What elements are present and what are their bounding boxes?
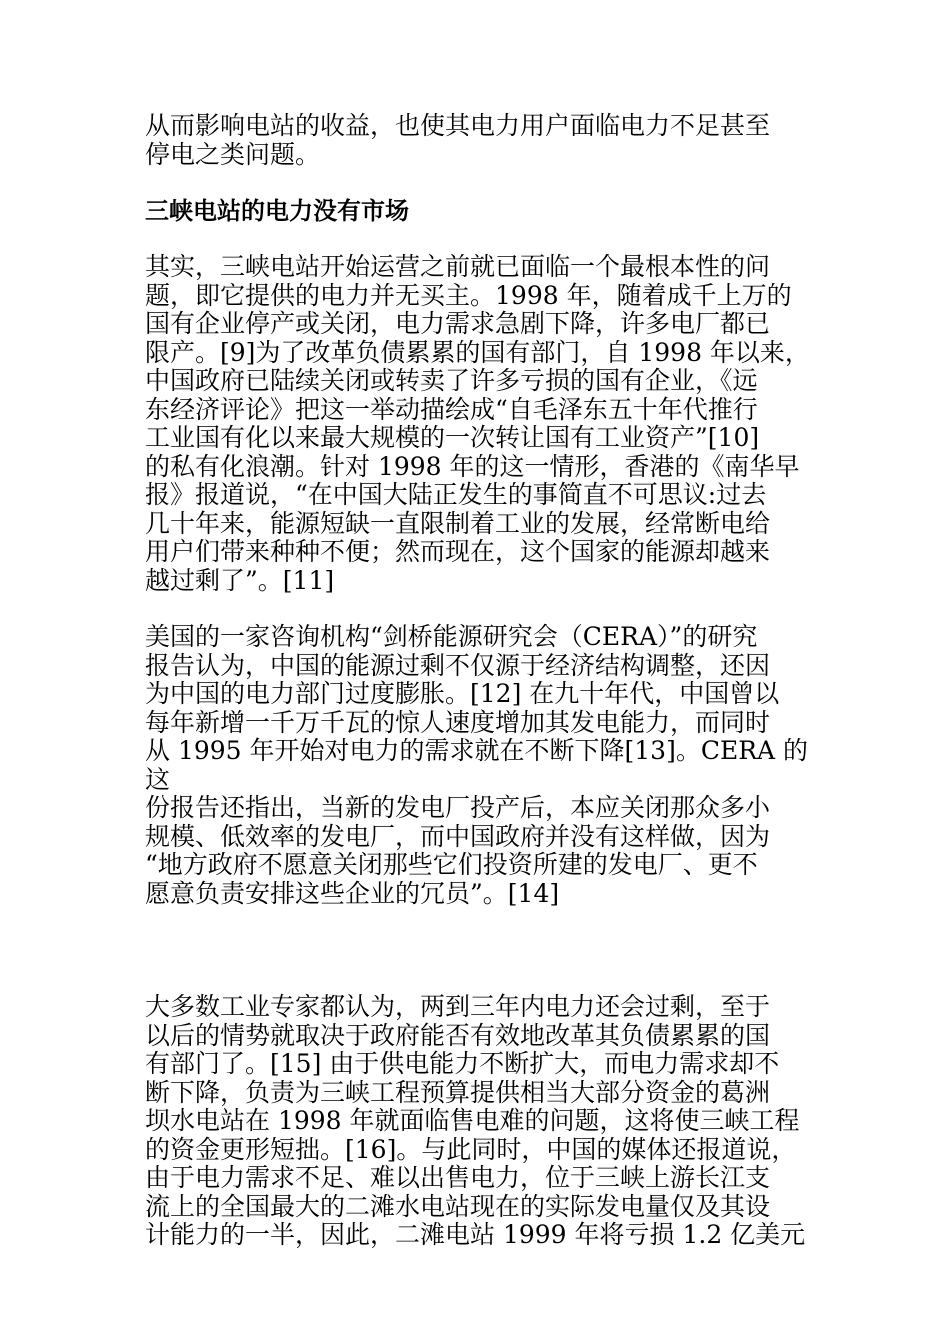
spacer: [145, 595, 815, 623]
paragraph-cera-report: 美国的一家咨询机构“剑桥能源研究会（CERA）”的研究 报告认为，中国的能源过剩不仅源于经济结构调整，还因 为中国的电力部门过度膨胀。[12] 在九十年代，中国曾以 每年新增一千万千瓦的惊人速度增加其发电能力，而同时 从 1995 年开始对电力的需求就在不断下降[13]。CERA 的这 份报告还指出，当新的发电厂投产后，本应关闭那众多小 规模、低效率的发电厂，而中国政府并没有这样做，因为 “地方政府不愿意关闭那些它们投资所建的发电厂、更不 愿意负责安排这些企业的冗员”。[14]: [145, 622, 809, 908]
spacer: [145, 169, 815, 197]
paragraph-three-gorges-market: 其实，三峡电站开始运营之前就已面临一个最根本性的问 题，即它提供的电力并无买主。1998 年，随着成千上万的 国有企业停产或关闭，电力需求急剧下降，许多电厂都已 限产。[9]为了改革负债累累的国有部门，自 1998 年以来， 中国政府已陆续关闭或转卖了许多亏损的国有企业，《远 东经济评论》把这一举动描绘成“自毛泽东五十年代推行 工业国有化以来最大规模的一次转让国有工业资产”[10] 的私有化浪潮。针对 1998 年的这一情形，香港的《南华早 报》报道说，“在中国大陆正发生的事简直不可思议:过去 几十年来，能源短缺一直限制着工业的发展，经常断电给 用户们带来种种不便；然而现在，这个国家的能源却越来 越过剩了”。[11]: [145, 252, 810, 595]
paragraph-industry-experts: 大多数工业专家都认为，两到三年内电力还会过剩，至于 以后的情势就取决于政府能否有效地改革其负债累累的国 有部门了。[15] 由于供电能力不断扩大，而电力需求却不 断下降，负责为三峡工程预算提供相当大部分资金的葛洲 坝水电站在 1998 年就面临售电难的问题，这将使三峡工程 的资金更形短拙。[16]。与此同时，中国的媒体还报道说， 由于电力需求不足、难以出售电力，位于三峡上游长江支 流上的全国最大的二滩水电站现在的实际发电量仅及其设 计能力的一半，因此，二滩电站 1999 年将亏损 1.2 亿美元: [145, 992, 806, 1249]
document-page: [145, 112, 815, 1250]
spacer: [145, 908, 815, 993]
spacer: [145, 225, 815, 253]
section-heading: 三峡电站的电力没有市场: [145, 197, 409, 225]
paragraph-intro: 从而影响电站的收益，也使其电力用户面临电力不足甚至 停电之类问题。: [145, 111, 771, 169]
